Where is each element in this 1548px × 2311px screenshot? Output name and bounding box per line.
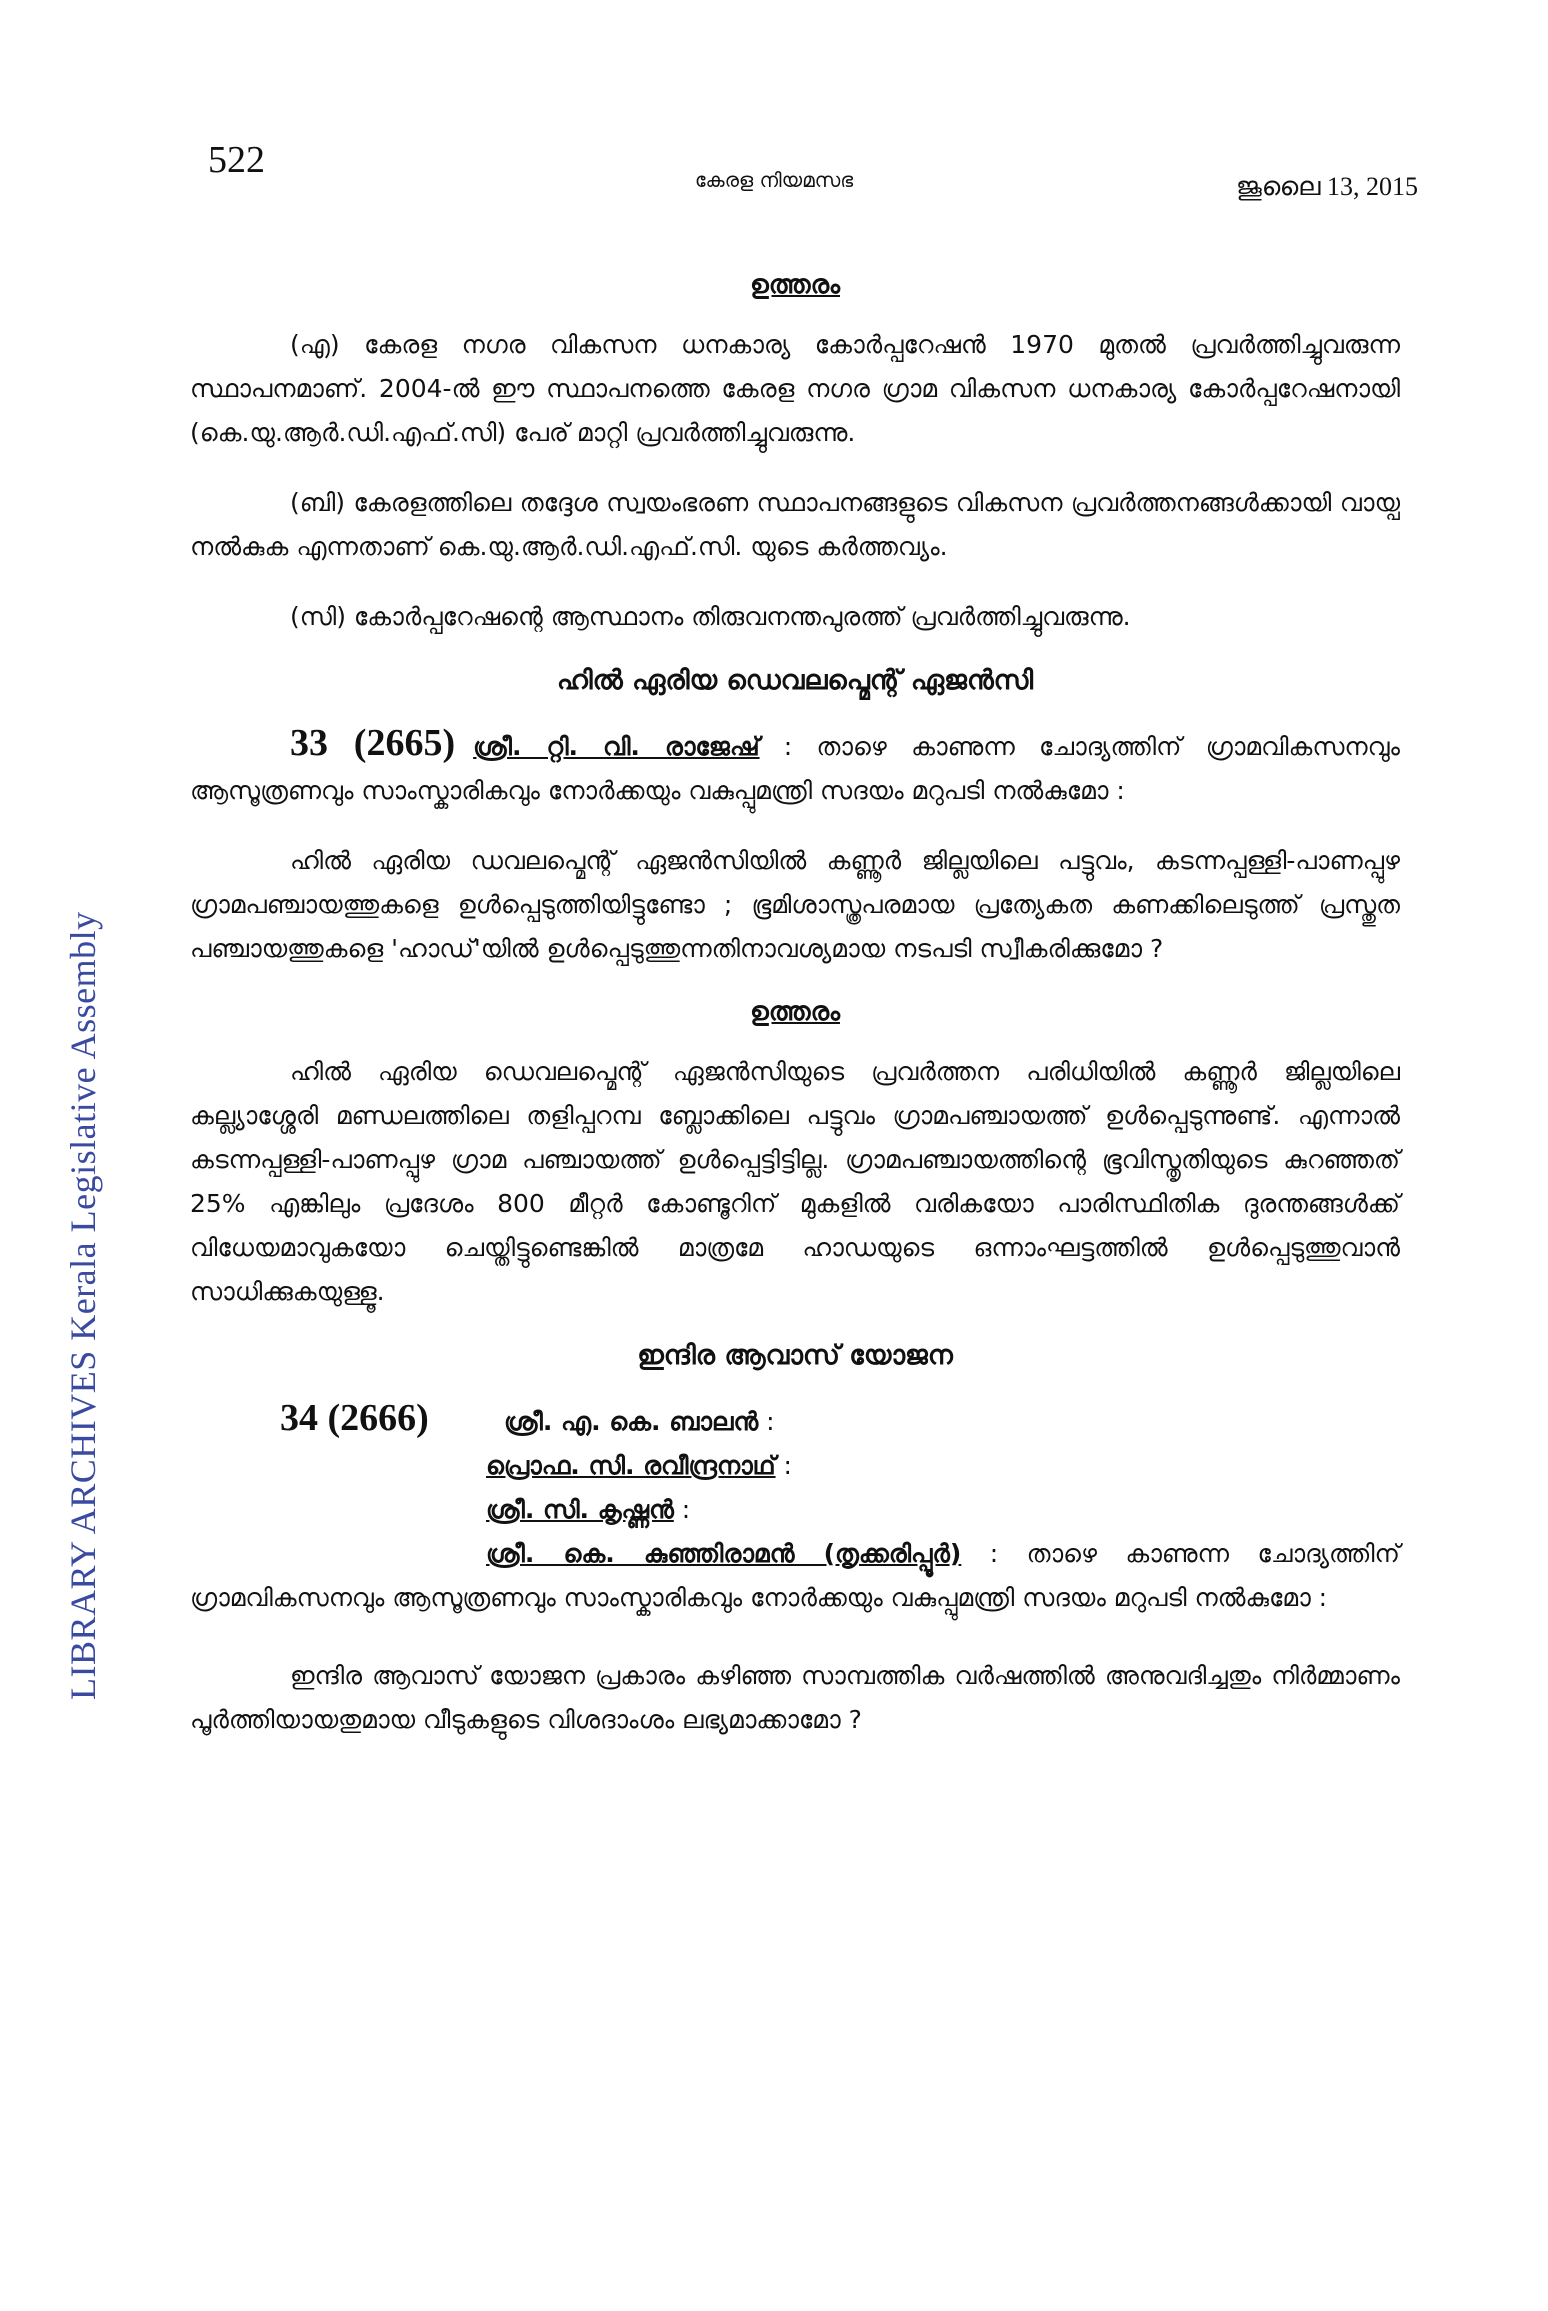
question-33-text: ഹിൽ ഏരിയ ഡവലപ്മെന്റ് ഏജൻസിയിൽ കണ്ണൂർ ജില്ലയിലെ പട്ടുവം, കടന്നപ്പള്ളി-പാണപ്പുഴ ഗ്രാമപഞ്ചായത്തുകളെ ഉൾപ്പെടുത്തിയിട്ടുണ്ടോ ; ഭൂമിശാസ്ത്രപരമായ പ്രത്യേകത കണക്കിലെടുത്ത് പ്രസ്തുത പഞ്ചായത്തുകളെ 'ഹാഡ്'യിൽ ഉൾപ്പെടുത്തുന്നതിനാവശ്യമായ നടപടി സ്വീകരിക്കുമോ ? — [190, 846, 1400, 963]
answer-33-text: ഹിൽ ഏരിയ ഡെവലപ്മെന്റ് ഏജൻസിയുടെ പ്രവർത്തന പരിധിയിൽ കണ്ണൂർ ജില്ലയിലെ കല്ല്യാശ്ശേരി മണ്ഡലത്തിലെ തളിപ്പറമ്പ ബ്ലോക്കിലെ പട്ടുവം ഗ്രാമപഞ്ചായത്ത് ഉൾപ്പെടുന്നുണ്ട്. എന്നാൽ കടന്നപ്പള്ളി-പാണപ്പുഴ ഗ്രാമ പഞ്ചായത്ത് ഉൾപ്പെട്ടിട്ടില്ല. ഗ്രാമപഞ്ചായത്തിന്റെ ഭൂവിസ്തൃതിയുടെ കുറഞ്ഞത് 25% എങ്കിലും പ്രദേശം 800 മീറ്റർ കോണ്ടൂറിന് മുകളിൽ വരികയോ പാരിസ്ഥിതിക ദുരന്തങ്ങൾക്ക് വിധേയമാവുകയോ ചെയ്തിട്ടുണ്ടെങ്കിൽ മാത്രമേ ഹാഡയുടെ ഒന്നാംഘട്ടത്തിൽ ഉൾപ്പെടുത്തുവാൻ സാധിക്കുകയുള്ളൂ. — [190, 1057, 1400, 1306]
member-separator: : — [766, 1407, 775, 1436]
question-34-member-row-1 — [190, 1396, 1400, 1444]
running-title: കേരള നിയമസഭ — [694, 168, 854, 192]
question-33-intro — [190, 721, 1400, 813]
answer-paragraph-a: (എ) കേരള നഗര വികസന ധനകാര്യ കോർപ്പറേഷൻ 1970 മുതൽ പ്രവർത്തിച്ചുവരുന്ന സ്ഥാപനമാണ്. 2004-ൽ ഈ സ്ഥാപനത്തെ കേരള നഗര ഗ്രാമ വികസന ധനകാര്യ കോർപ്പറേഷനായി (കെ.യു.ആർ.ഡി.എഫ്.സി) പേര് മാറ്റി പ്രവർത്തിച്ചുവരുന്നു. — [190, 330, 1400, 447]
page-content — [190, 270, 1400, 1768]
answer-heading: ഉത്തരം — [750, 270, 840, 300]
member-name: പ്രൊഫ. സി. രവീന്ദ്രനാഥ് — [486, 1451, 776, 1480]
page-date: ജൂലൈ 13, 2015 — [1235, 172, 1418, 201]
section-title-34: ഇന്ദിര ആവാസ് യോജന — [637, 1340, 953, 1371]
question-intro-text: : താഴെ കാണുന്ന ചോദ്യത്തിന് ഗ്രാമവികസനവും ആസൂത്രണവും സാംസ്കാരികവും നോർക്കയും വകുപ്പുമന്ത്രി സദയം മറുപടി നൽകുമോ : — [190, 1539, 1400, 1612]
member-name: ശ്രീ. സി. കൃഷ്ണൻ — [486, 1495, 674, 1524]
answer-paragraph-c: (സി) കോർപ്പറേഷന്റെ ആസ്ഥാനം തിരുവനന്തപുരത്ത് പ്രവർത്തിച്ചുവരുന്നു. — [290, 602, 1131, 631]
question-number: 34 (2666) — [280, 1397, 429, 1439]
member-name: ശ്രീ. റ്റി. വി. രാജേഷ് — [473, 732, 760, 761]
member-separator: : — [681, 1495, 691, 1524]
question-intro-text: : താഴെ കാണുന്ന ചോദ്യത്തിന് ഗ്രാമവികസനവും ആസൂത്രണവും സാംസ്കാരികവും നോർക്കയും വകുപ്പുമന്ത്രി സദയം മറുപടി നൽകുമോ : — [190, 732, 1401, 805]
archive-watermark: LIBRARY ARCHIVES Kerala Legislative Assembly — [63, 911, 103, 1700]
question-34-text: ഇന്ദിര ആവാസ് യോജന പ്രകാരം കഴിഞ്ഞ സാമ്പത്തിക വർഷത്തിൽ അനുവദിച്ചതും നിർമ്മാണം പൂർത്തിയായതുമായ വീടുകളുടെ വിശദാംശം ലഭ്യമാക്കാമോ ? — [190, 1661, 1400, 1734]
answer-paragraph-b: (ബി) കേരളത്തിലെ തദ്ദേശ സ്വയംഭരണ സ്ഥാപനങ്ങളുടെ വികസന പ്രവർത്തനങ്ങൾക്കായി വായ്പ നൽകുക എന്നതാണ് കെ.യു.ആർ.ഡി.എഫ്.സി. യുടെ കർത്തവ്യം. — [190, 488, 1400, 561]
question-34-block — [190, 1396, 1400, 1620]
section-title-33: ഹിൽ ഏരിയ ഡെവലപ്മെന്റ് ഏജൻസി — [556, 665, 1034, 696]
question-34-member-row-3 — [190, 1488, 1400, 1532]
member-name: ശ്രീ. എ. കെ. ബാലൻ — [504, 1407, 759, 1436]
member-separator: : — [783, 1451, 792, 1480]
member-name: ശ്രീ. കെ. കുഞ്ഞിരാമൻ (തൃക്കരിപ്പൂർ) — [486, 1539, 962, 1568]
question-number: 33 (2665) — [290, 722, 456, 764]
answer-heading-33: ഉത്തരം — [750, 997, 840, 1027]
page-number: 522 — [208, 139, 265, 181]
question-34-member-row-2 — [190, 1444, 1400, 1488]
question-34-intro — [190, 1532, 1400, 1620]
